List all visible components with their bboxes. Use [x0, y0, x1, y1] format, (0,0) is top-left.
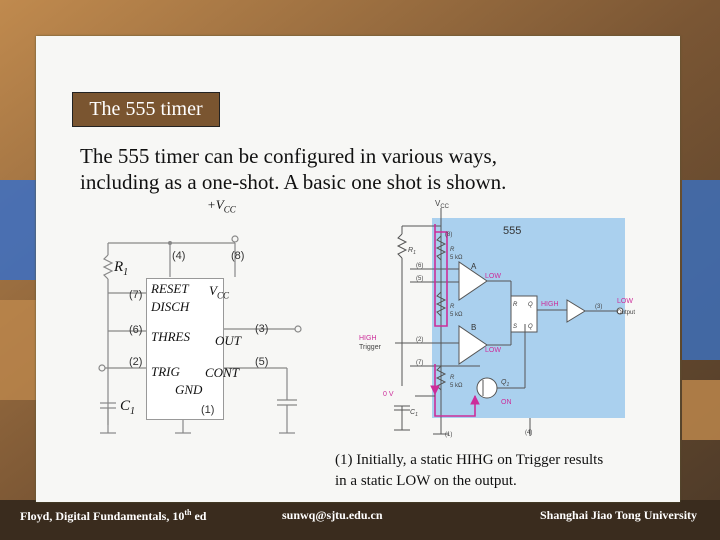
low-label-b: LOW [485, 347, 501, 354]
pin-1-label: (1) [445, 432, 453, 438]
pin-8-label: (8) [231, 250, 245, 262]
pin-1-label: (1) [201, 404, 215, 416]
resistor-value: 5 kΩ [450, 312, 463, 318]
pin-7-label: (7) [129, 289, 143, 301]
ic-thres-label: THRES [151, 329, 190, 344]
high-trigger-label-1: HIGH [359, 335, 377, 342]
vcc-label: $V_{CC}$ [435, 199, 450, 210]
body-text [80, 143, 600, 195]
ic-cont-label: CONT [205, 365, 239, 380]
internal-555-diagram [355, 196, 655, 444]
on-label: ON [501, 399, 512, 406]
zero-volt-label: 0 V [383, 391, 394, 398]
footer-university: Shanghai Jiao Tong University [540, 508, 698, 522]
c1-label: $C_1$ [410, 409, 418, 418]
low-label-a: LOW [485, 273, 501, 280]
output-label: Output [617, 310, 636, 316]
ff-r-label: R [513, 302, 518, 308]
body-line-2: including as a one-shot. A basic one shot is shown. [80, 170, 507, 194]
ff-qbar-label: Q [528, 324, 533, 330]
resistor-value: 5 kΩ [450, 255, 463, 261]
pin-7-label: (7) [416, 360, 424, 366]
ff-s-label: S [513, 324, 518, 330]
footer-email: sunwq@sjtu.edu.cn [282, 508, 383, 522]
r1-label: $R_1$ [408, 247, 416, 256]
pin-5-label: (5) [416, 276, 424, 282]
pin-4-label: (4) [172, 250, 186, 262]
resistor-label: R [450, 375, 455, 381]
high-label: HIGH [541, 301, 559, 308]
q1-label: $Q_1$ [501, 379, 510, 388]
ic-out-label: OUT [215, 333, 242, 348]
c1-label: $C_1$ [120, 398, 136, 417]
comparator-b-label: B [471, 323, 477, 332]
pin-3-label: (3) [255, 323, 269, 335]
note-line-2: in a static LOW on the output. [335, 473, 517, 489]
vcc-label: $+V_{CC}$ [207, 197, 236, 215]
high-trigger-label-2: Trigger [359, 344, 381, 351]
pin-8-label: (8) [445, 232, 453, 238]
pin-6-label: (6) [129, 324, 143, 336]
output-low-label: LOW [617, 298, 633, 305]
ff-q-label: Q [528, 302, 533, 308]
pin-3-label: (3) [595, 304, 603, 310]
ic-gnd-label: GND [175, 382, 203, 397]
chip-label: 555 [503, 225, 522, 237]
pin-2-label: (2) [416, 337, 424, 343]
comparator-a-label: A [471, 262, 477, 271]
r1-label: $R_1$ [114, 259, 129, 278]
ic-vcc-label: $V_{CC}$ [209, 283, 229, 301]
slide-title: The 555 timer [72, 92, 220, 127]
pin-2-label: (2) [129, 356, 143, 368]
pin-5-label: (5) [255, 356, 269, 368]
note-line-1: (1) Initially, a static HIHG on Trigger results [335, 452, 604, 468]
ic-trig-label: TRIG [151, 364, 180, 379]
resistor-label: R [450, 304, 455, 310]
ic-reset-label: RESET [151, 281, 189, 296]
pin-6-label: (6) [416, 263, 424, 269]
ic-disch-label: DISCH [151, 299, 190, 314]
resistor-label: R [450, 247, 455, 253]
body-line-1: The 555 timer can be configured in various ways, [80, 144, 497, 168]
resistor-value: 5 kΩ [450, 383, 463, 389]
pin-4-label: (4) [525, 430, 533, 436]
note-text [335, 450, 675, 492]
footer-book-credit: Floyd, Digital Fundamentals, 10th ed [20, 508, 207, 523]
